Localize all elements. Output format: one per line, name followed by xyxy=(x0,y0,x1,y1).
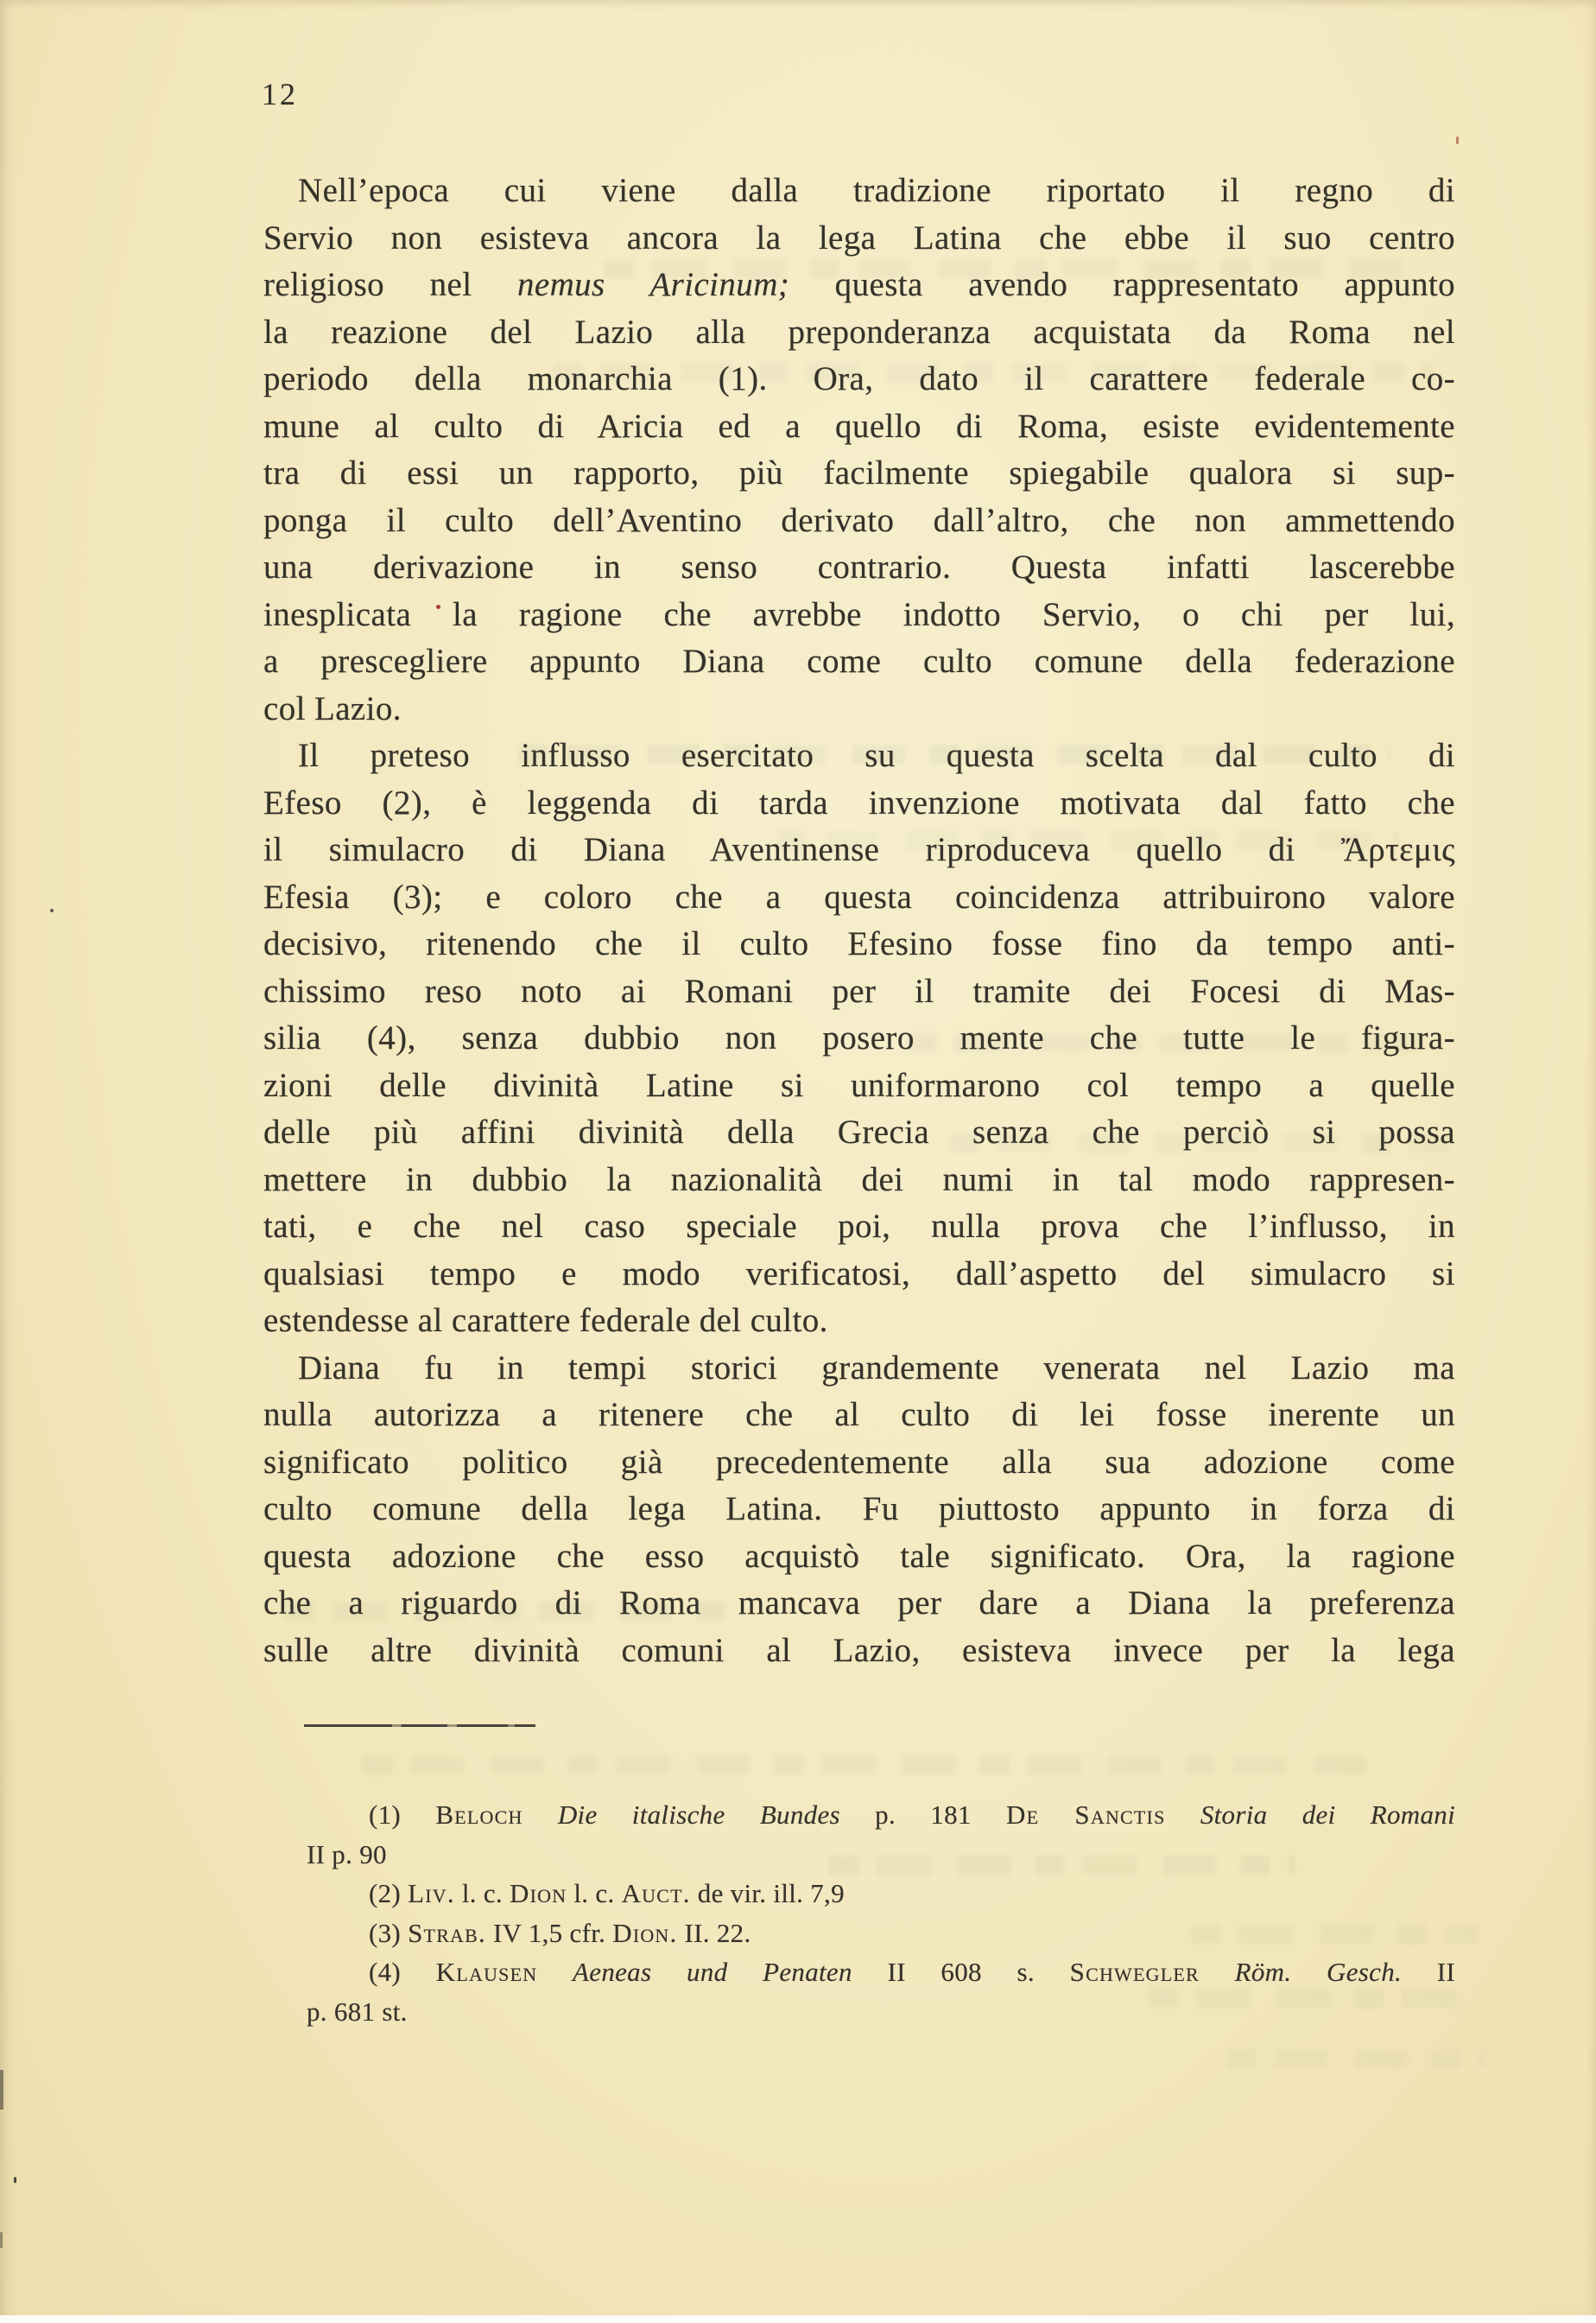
text-line: religioso nel nemus Aricinum; questa avendo rappresentato appunto xyxy=(263,266,1455,303)
text-line: Efesia (3); e coloro che a questa coincidenza attribuirono valore xyxy=(263,878,1455,916)
text-line: Efeso (2), è leggenda di tarda invenzione motivata dal fatto che xyxy=(263,784,1455,822)
page-number: 12 xyxy=(262,77,298,111)
text-line: Diana fu in tempi storici grandemente venerata nel Lazio ma xyxy=(298,1349,1455,1387)
paper-speck xyxy=(1456,136,1459,144)
footnote-line: p. 681 st. xyxy=(307,1996,408,2027)
text-line: significato politico già precedentemente alla sua adozione come xyxy=(263,1443,1455,1481)
footnote-line: (2) Liv. l. c. Dion l. c. Auct. de vir. ill. 7,9 xyxy=(369,1878,845,1908)
scan-edge-mark xyxy=(0,2232,3,2248)
text-line: estendesse al carattere federale del culto. xyxy=(263,1302,828,1339)
text-line: chissimo reso noto ai Romani per il tramite dei Focesi di Mas- xyxy=(263,972,1455,1010)
text-line: a prescegliere appunto Diana come culto comune della federazione xyxy=(263,643,1455,680)
text-line: il simulacro di Diana Aventinense riproduceva quello di Ἄρτεμις xyxy=(263,831,1455,868)
text-line: delle più affini divinità della Grecia senza che perciò si possa xyxy=(263,1114,1455,1151)
bleedthrough-mark xyxy=(363,1755,1382,1774)
text-line: inesplicata la ragione che avrebbe indotto Servio, o chi per lui, xyxy=(263,595,1455,633)
footnote-separator xyxy=(304,1724,535,1727)
paper-speck xyxy=(50,909,54,912)
footnote-line: (4) Klausen Aeneas und Penaten II 608 s. Schwegler Röm. Gesch. II xyxy=(369,1957,1455,1987)
text-line: col Lazio. xyxy=(263,689,402,727)
body-text xyxy=(263,168,1455,1674)
text-line: Il preteso influsso esercitato su questa scelta dal culto di xyxy=(298,737,1455,774)
scan-edge xyxy=(0,2315,1596,2323)
footnotes-block xyxy=(307,1795,1455,2031)
text-line: questa adozione che esso acquistò tale significato. Ora, la ragione xyxy=(263,1537,1455,1575)
paper-speck xyxy=(14,2177,16,2183)
footnote-line: II p. 90 xyxy=(307,1838,387,1869)
text-line: zioni delle divinità Latine si uniformarono col tempo a quelle xyxy=(263,1066,1455,1104)
footnote-line: (1) Beloch Die italische Bundes p. 181 De Sanctis Storia dei Romani xyxy=(369,1799,1455,1830)
text-line: tati, e che nel caso speciale poi, nulla prova che l’influsso, in xyxy=(263,1208,1455,1245)
text-line: sulle altre divinità comuni al Lazio, esisteva invece per la lega xyxy=(263,1631,1455,1669)
text-line: Nell’epoca cui viene dalla tradizione riportato il regno di xyxy=(298,172,1455,209)
text-line: periodo della monarchia (1). Ora, dato il carattere federale co- xyxy=(263,360,1455,397)
text-line: mune al culto di Aricia ed a quello di Roma, esiste evidentemente xyxy=(263,407,1455,445)
bleedthrough-mark xyxy=(1226,2049,1485,2068)
text-line: che a riguardo di Roma mancava per dare a Diana la preferenza xyxy=(263,1584,1455,1622)
text-line: silia (4), senza dubbio non posero mente che tutte le figura- xyxy=(263,1019,1455,1057)
text-line: tra di essi un rapporto, più facilmente spiegabile qualora si sup- xyxy=(263,454,1455,492)
footnote-line: (3) Strab. IV 1,5 cfr. Dion. II. 22. xyxy=(369,1917,751,1948)
text-line: una derivazione in senso contrario. Questa infatti lascerebbe xyxy=(263,549,1455,586)
text-line: nulla autorizza a ritenere che al culto di lei fosse inerente un xyxy=(263,1396,1455,1433)
text-line: Servio non esisteva ancora la lega Latina che ebbe il suo centro xyxy=(263,219,1455,257)
text-line: culto comune della lega Latina. Fu piuttosto appunto in forza di xyxy=(263,1490,1455,1527)
text-line: mettere in dubbio la nazionalità dei numi in tal modo rappresen- xyxy=(263,1160,1455,1198)
text-line: ponga il culto dell’Aventino derivato dall’altro, che non ammettendo xyxy=(263,501,1455,539)
text-line: la reazione del Lazio alla preponderanza acquistata da Roma nel xyxy=(263,313,1455,351)
text-line: qualsiasi tempo e modo verificatosi, dall’aspetto del simulacro si xyxy=(263,1254,1455,1292)
text-line: decisivo, ritenendo che il culto Efesino fosse fino da tempo anti- xyxy=(263,925,1455,962)
scan-edge-mark xyxy=(0,2070,3,2110)
